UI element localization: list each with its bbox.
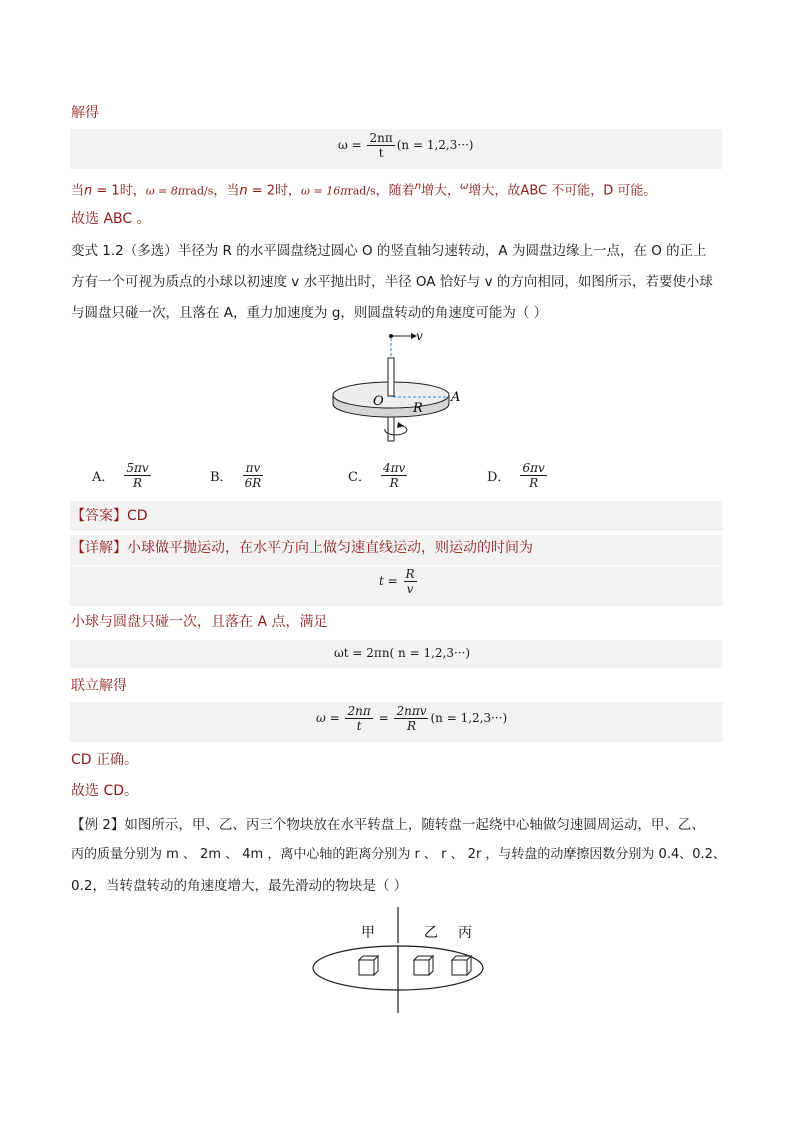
option-a[interactable]: A． $\frac{5\pi v}{R}$ bbox=[92, 461, 149, 490]
label-bing: 丙 bbox=[458, 925, 472, 941]
eq1-fraction bbox=[367, 131, 394, 160]
option-c[interactable]: C． $\frac{4\pi v}{R}$ bbox=[348, 461, 406, 490]
combine-line: 联立解得 bbox=[71, 678, 127, 694]
block-yi bbox=[414, 956, 433, 975]
choose-abc: 故选 ABC 。 bbox=[71, 211, 151, 227]
example2-line-1: 【例 2】如图所示，甲、乙、丙三个物块放在水平转盘上，随转盘一起绕中心轴做匀速圆周运动，甲、乙、 bbox=[71, 817, 705, 833]
cd-correct-line: CD 正确。 bbox=[71, 752, 139, 768]
option-d[interactable]: D． $\frac{6\pi v}{R}$ bbox=[487, 461, 545, 490]
block-jia bbox=[359, 956, 378, 975]
label-yi: 乙 bbox=[424, 925, 438, 941]
label-R: R bbox=[413, 401, 423, 416]
variant-line-1: 变式 1.2（多选）半径为 R 的水平圆盘绕过圆心 O 的竖直轴匀速转动，A 为圆盘边缘上一点，在 O 的正上 bbox=[71, 243, 707, 259]
answer-band bbox=[70, 501, 723, 531]
equation-time: t = $\frac{R}{v}$ bbox=[379, 567, 415, 596]
example2-line-3: 0.2，当转盘转动的角速度增大，最先滑动的物块是（ ） bbox=[71, 878, 408, 894]
label-jia: 甲 bbox=[361, 925, 375, 941]
option-b[interactable]: B． $\frac{\pi v}{6R}$ bbox=[210, 461, 262, 490]
variant-line-2: 方有一个可视为质点的小球以初速度 v 水平抛出时，半径 OA 恰好与 v 的方向相同，如图所示，若要使小球 bbox=[71, 274, 713, 290]
label-v: v bbox=[416, 329, 423, 343]
variant-line-3: 与圆盘只碰一次，且落在 A，重力加速度为 g，则圆盘转动的角速度可能为（ ） bbox=[71, 305, 548, 321]
label-A: A bbox=[451, 390, 461, 405]
answer-line: 【答案】CD bbox=[71, 508, 148, 524]
equation-omega-final: ω = $\frac{2n\pi}{t}$ = $\frac{\text{2nπv}}{R}$ (n = 1,2,3···) bbox=[316, 704, 508, 733]
rotating-disk-figure bbox=[325, 325, 475, 460]
detail-line: 【详解】小球做平抛运动，在水平方向上做匀速直线运动，则运动的时间为 bbox=[71, 540, 533, 556]
turntable-figure bbox=[306, 905, 492, 1015]
example2-line-2: 丙的质量分别为 m 、 2m 、 4m ，离中心轴的距离分别为 r 、 r 、 2r ，与转盘的动摩擦因数分别为 0.4、0.2、 bbox=[71, 847, 726, 862]
hit-condition-line: 小球与圆盘只碰一次，且落在 A 点，满足 bbox=[71, 614, 328, 630]
choose-cd: 故选 CD。 bbox=[71, 783, 139, 799]
eq1-denominator: t bbox=[378, 146, 384, 160]
label-O: O bbox=[373, 394, 384, 409]
equation-wt: ωt = 2πn( n = 1,2,3···) bbox=[334, 646, 471, 660]
solve-label: 解得 bbox=[71, 105, 99, 121]
eq1-lhs: ω = bbox=[338, 138, 362, 152]
eq1-condition: (n = 1,2,3···) bbox=[396, 138, 474, 152]
eq1-numerator: 2nπ bbox=[369, 131, 393, 145]
equation-omega bbox=[338, 131, 474, 160]
cases-line: 当n = 1时，ω = 8πrad/s，当n = 2时，ω = 16πrad/s，随着$^n$增大，$^\omega$增大，故ABC 不可能，D 可能。 bbox=[71, 181, 657, 199]
block-bing bbox=[452, 956, 471, 975]
